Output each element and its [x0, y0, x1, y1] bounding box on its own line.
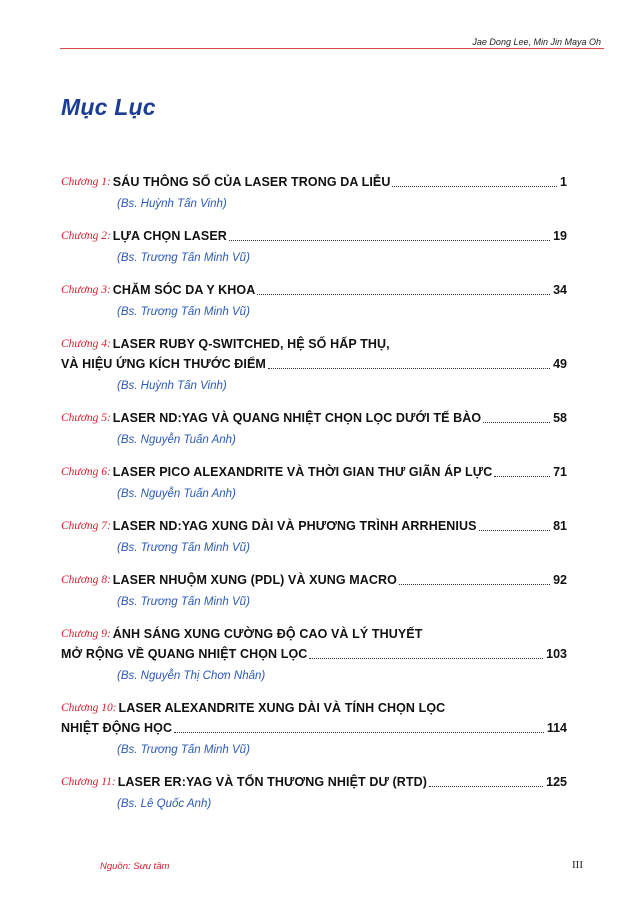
- chapter-author: (Bs. Trương Tấn Minh Vũ): [117, 596, 250, 608]
- toc-entry[interactable]: [61, 570, 567, 612]
- chapter-title: LASER ER:YAG VÀ TỔN THƯƠNG NHIỆT DƯ (RTD): [117, 775, 428, 789]
- chapter-title: ÁNH SÁNG XUNG CƯỜNG ĐỘ CAO VÀ LÝ THUYẾT: [112, 627, 423, 641]
- dot-leader: [494, 475, 550, 477]
- toc-entry[interactable]: [61, 462, 567, 504]
- dot-leader: [429, 785, 543, 787]
- chapter-author: (Bs. Lê Quốc Anh): [117, 798, 212, 810]
- chapter-label: Chương 1:: [61, 176, 111, 188]
- chapter-label: Chương 2:: [61, 230, 111, 242]
- toc-entry-line: [61, 354, 567, 374]
- chapter-title: LASER NHUỘM XUNG (PDL) VÀ XUNG MACRO: [112, 573, 397, 587]
- dot-leader: [483, 421, 550, 423]
- page-number: 114: [546, 721, 567, 735]
- toc-entry-line: [61, 334, 567, 354]
- page-number: 34: [553, 283, 567, 297]
- page-number: 92: [553, 573, 567, 587]
- toc-entry-line: [61, 644, 567, 664]
- toc-entry-line: [61, 172, 567, 192]
- chapter-title: LASER RUBY Q-SWITCHED, HỆ SỐ HẤP THỤ,: [112, 337, 390, 351]
- table-of-contents: [61, 172, 567, 826]
- chapter-title: LỰA CHỌN LASER: [112, 229, 227, 243]
- toc-entry-line: [61, 462, 567, 482]
- toc-entry[interactable]: [61, 408, 567, 450]
- page-number: 1: [560, 175, 567, 189]
- header-rule: [60, 48, 604, 49]
- dot-leader: [268, 367, 550, 369]
- chapter-label: Chương 7:: [61, 520, 111, 532]
- page-number: 19: [553, 229, 567, 243]
- toc-entry-line: [61, 718, 567, 738]
- chapter-author: (Bs. Trương Tấn Minh Vũ): [117, 252, 250, 264]
- toc-entry[interactable]: [61, 772, 567, 814]
- toc-entry-line: [61, 624, 567, 644]
- page-number: 81: [553, 519, 567, 533]
- chapter-title: NHIỆT ĐỘNG HỌC: [61, 721, 173, 735]
- chapter-title: LASER ND:YAG XUNG DÀI VÀ PHƯƠNG TRÌNH ARRHENIUS: [112, 519, 477, 533]
- dot-leader: [399, 583, 550, 585]
- chapter-title: LASER ND:YAG VÀ QUANG NHIỆT CHỌN LỌC DƯỚI TẾ BÀO: [112, 411, 482, 425]
- toc-entry-line: [61, 226, 567, 246]
- chapter-author: (Bs. Nguyễn Tuấn Anh): [117, 434, 236, 446]
- chapter-label: Chương 11:: [61, 776, 116, 788]
- toc-entry-line: [61, 408, 567, 428]
- toc-entry-line: [61, 280, 567, 300]
- dot-leader: [309, 657, 543, 659]
- chapter-label: Chương 6:: [61, 466, 111, 478]
- toc-entry-line: [61, 516, 567, 536]
- toc-entry[interactable]: [61, 280, 567, 322]
- chapter-label: Chương 9:: [61, 628, 111, 640]
- page-number: 125: [546, 775, 567, 789]
- chapter-title: CHĂM SÓC DA Y KHOA: [112, 283, 256, 297]
- toc-entry[interactable]: [61, 172, 567, 214]
- chapter-author: (Bs. Trương Tấn Minh Vũ): [117, 306, 250, 318]
- chapter-author: (Bs. Nguyễn Thị Chơn Nhân): [117, 670, 266, 682]
- page-number: 58: [553, 411, 567, 425]
- dot-leader: [479, 529, 551, 531]
- chapter-label: Chương 8:: [61, 574, 111, 586]
- chapter-title: MỞ RỘNG VỀ QUANG NHIỆT CHỌN LỌC: [61, 647, 308, 661]
- chapter-label: Chương 5:: [61, 412, 111, 424]
- chapter-title: VÀ HIỆU ỨNG KÍCH THƯỚC ĐIỂM: [61, 357, 266, 371]
- header-authors: Jae Dong Lee, Min Jin Maya Oh: [472, 37, 601, 47]
- toc-entry[interactable]: [61, 516, 567, 558]
- page-number: 103: [546, 647, 567, 661]
- chapter-title: LASER ALEXANDRITE XUNG DÀI VÀ TÍNH CHỌN LỌC: [118, 701, 446, 715]
- chapter-author: (Bs. Trương Tấn Minh Vũ): [117, 542, 250, 554]
- chapter-label: Chương 10:: [61, 702, 117, 714]
- chapter-author: (Bs. Huỳnh Tấn Vinh): [117, 380, 227, 392]
- dot-leader: [229, 239, 550, 241]
- page-title: Mục Lục: [61, 94, 156, 120]
- dot-leader: [392, 185, 557, 187]
- footer-page-number: III: [572, 859, 583, 871]
- chapter-label: Chương 3:: [61, 284, 111, 296]
- toc-entry[interactable]: [61, 624, 567, 686]
- toc-entry[interactable]: [61, 334, 567, 396]
- chapter-author: (Bs. Nguyễn Tuấn Anh): [117, 488, 236, 500]
- footer-source: Nguồn: Sưu tầm: [100, 861, 170, 872]
- page-number: 49: [553, 357, 567, 371]
- chapter-title: LASER PICO ALEXANDRITE VÀ THỜI GIAN THƯ GIÃN ÁP LỰC: [112, 465, 493, 479]
- chapter-label: Chương 4:: [61, 338, 111, 350]
- dot-leader: [174, 731, 544, 733]
- chapter-title: SÁU THÔNG SỐ CỦA LASER TRONG DA LIỄU: [112, 175, 391, 189]
- chapter-author: (Bs. Trương Tấn Minh Vũ): [117, 744, 250, 756]
- toc-entry-line: [61, 772, 567, 792]
- toc-entry-line: [61, 698, 567, 718]
- toc-entry[interactable]: [61, 698, 567, 760]
- toc-entry[interactable]: [61, 226, 567, 268]
- toc-entry-line: [61, 570, 567, 590]
- dot-leader: [257, 293, 550, 295]
- page-number: 71: [553, 465, 567, 479]
- chapter-author: (Bs. Huỳnh Tấn Vinh): [117, 198, 227, 210]
